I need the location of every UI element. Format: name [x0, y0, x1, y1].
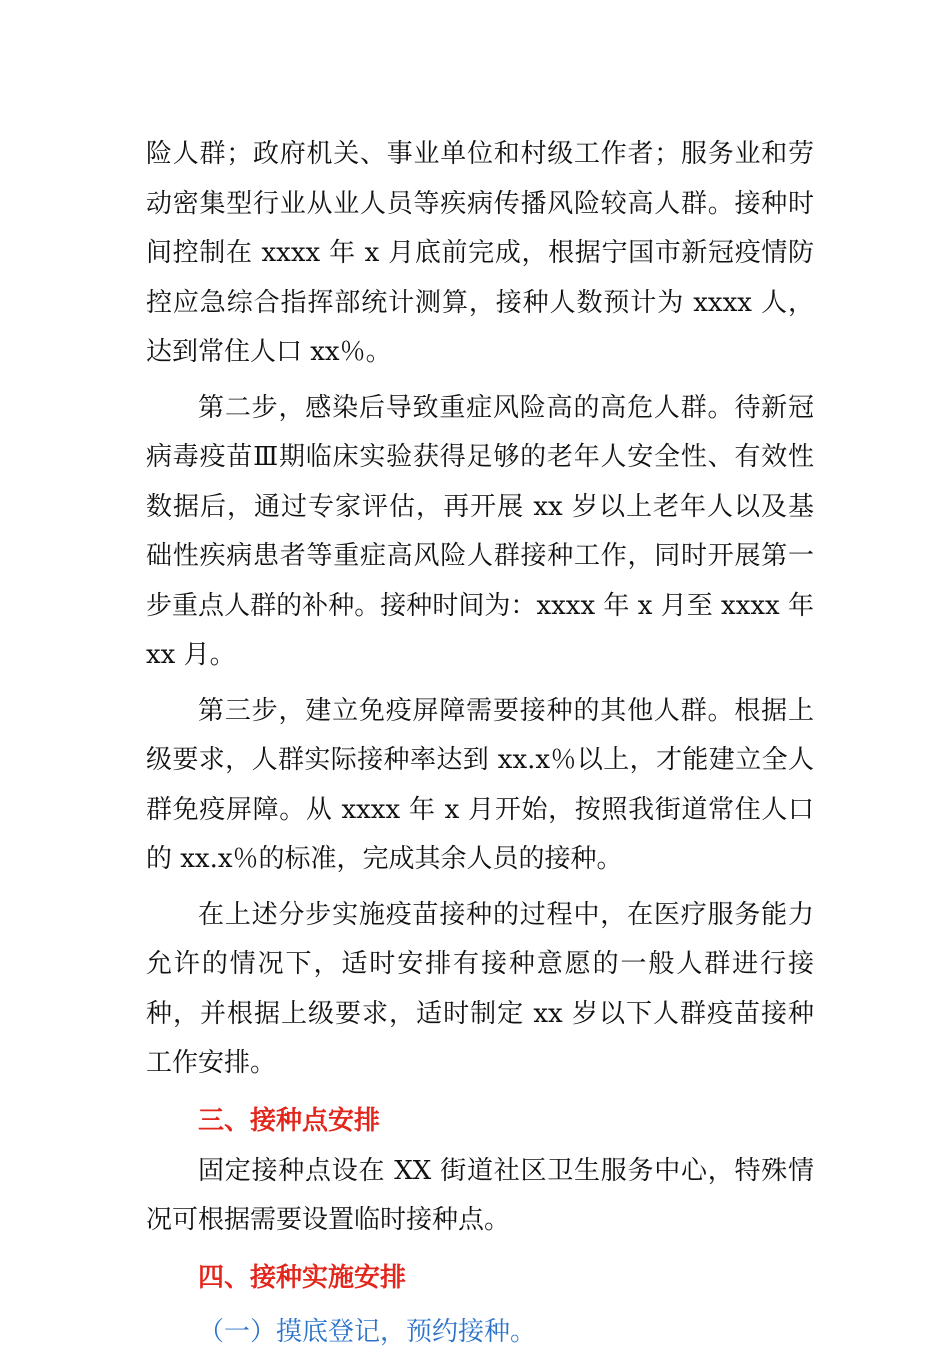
section-heading-vaccination-site: 三、接种点安排: [198, 1105, 381, 1136]
paragraph-step-three: 第三步，建立免疫屏障需要接种的其他人群。根据上级要求，人群实际接种率达到 xx.x％以上，才能建立全人群免疫屏障。从 xxxx 年 x 月开始，按照我街道常住人口的 xx.x％的标准，完成其余人员的接种。: [146, 695, 814, 874]
section-heading-implementation: 四、接种实施安排: [198, 1262, 407, 1293]
paragraph-step-two: 第二步，感染后导致重症风险高的高危人群。待新冠病毒疫苗Ⅲ期临床实验获得足够的老年人安全性、有效性数据后，通过专家评估，再开展 xx 岁以上老年人以及基础性疾病患者等重症高风险人群接种工作，同时开展第一步重点人群的补种。接种时间为：xxxx 年 x 月至 xxxx 年 xx 月。: [146, 392, 814, 670]
paragraph-vaccination-site: 固定接种点设在 XX 街道社区卫生服务中心，特殊情况可根据需要设置临时接种点。: [146, 1155, 814, 1235]
paragraph-continued-high-risk-groups: 险人群；政府机关、事业单位和村级工作者；服务业和劳动密集型行业从业人员等疾病传播风险较高人群。接种时间控制在 xxxx 年 x 月底前完成，根据宁国市新冠疫情防控应急综合指挥部统计测算，接种人数预计为 xxxx 人，达到常住人口 xx％。: [146, 139, 814, 367]
subsection-heading-registration: （一）摸底登记，预约接种。: [198, 1316, 537, 1347]
paragraph-general-population: 在上述分步实施疫苗接种的过程中，在医疗服务能力允许的情况下，适时安排有接种意愿的一般人群进行接种，并根据上级要求，适时制定 xx 岁以下人群疫苗接种工作安排。: [146, 899, 814, 1078]
document-body: [146, 130, 814, 1358]
